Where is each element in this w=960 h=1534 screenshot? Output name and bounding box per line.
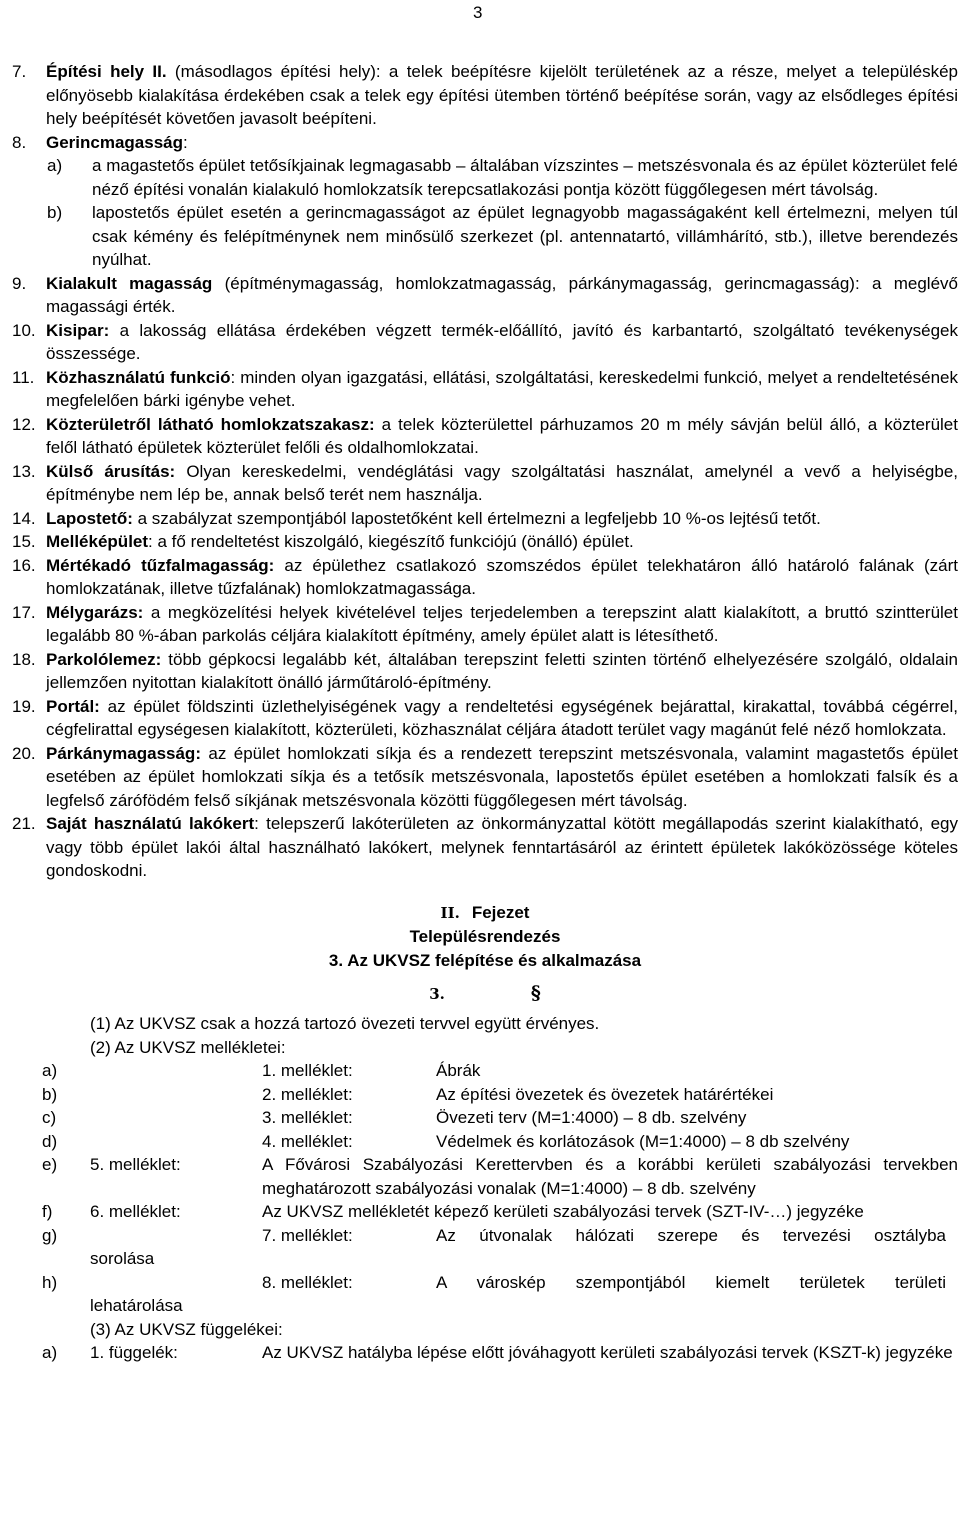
definition-text: : bbox=[183, 132, 188, 152]
annex-title: Az építési övezetek és övezetek határértékei bbox=[436, 1084, 774, 1104]
annex-title: Védelmek és korlátozások (M=1:4000) – 8 db szelvény bbox=[436, 1131, 850, 1151]
sub-letter: a) bbox=[47, 156, 63, 175]
definition-text: : telepszerű lakóterületen az önkormányzattal kötött megállapodás szerint kialakítható, egy vagy több épület lakói által használható lakókert, melynek fenntartásáról az érintett épületek lakóközössége köteles gondoskodni. bbox=[46, 814, 959, 880]
appendix-letter: a) bbox=[42, 1343, 58, 1362]
item-number: 11. bbox=[12, 367, 35, 387]
section-number: 3. bbox=[429, 985, 445, 1003]
definition-text: az épülethez csatlakozó szomszédos épület telekhatáron álló határoló falának (zárt homlokzatának, illetve tűzfalának) homlokzatmagassága. bbox=[46, 555, 959, 598]
definition-item bbox=[12, 742, 958, 813]
annex-letter: f) bbox=[42, 1202, 53, 1221]
definition-text: a telek közterülettel párhuzamos 20 m mély sávján belül álló, a közterület felől látható épületek közterület felőli és oldalhomlokzatai. bbox=[46, 414, 958, 457]
definition-item bbox=[12, 366, 958, 413]
annex-title: Az útvonalak hálózati szerepe és tervezési osztályba bbox=[436, 1225, 946, 1245]
item-number: 13. bbox=[12, 461, 36, 481]
annex-row bbox=[12, 1153, 958, 1200]
sub-text: lapostetős épület esetén a gerincmagasságot az épület legnagyobb magasságaként kell értelmezni, melyen túl csak kémény és felépítménynek nem minősülő szerkezet (pl. antennatartó, villámhárító, stb.), illetve berendezés nyúlhat. bbox=[92, 203, 958, 269]
definition-item bbox=[12, 60, 958, 131]
annex-number: 6. melléklet: bbox=[90, 1202, 181, 1221]
sub-text: a magastetős épület tetősíkjainak legmagasabb – általában vízszintes – metszésvonala és az épület közterület felé néző építési vonalán kialakuló homlokzatsík terepcsatlakozási pontja között függőlegesen mért távolság. bbox=[92, 156, 958, 199]
definition-text: a lakosság ellátása érdekében végzett termék-előállító, javító és karbantartó, szolgáltató tevékenységek összessége. bbox=[46, 320, 958, 363]
chapter-subtitle: 3. Az UKVSZ felépítése és alkalmazása bbox=[328, 950, 642, 970]
appendix-row bbox=[12, 1341, 958, 1365]
definition-item bbox=[12, 695, 958, 742]
annex-row bbox=[12, 1224, 958, 1248]
item-number: 8. bbox=[12, 132, 27, 152]
definition-text: az épület homlokzati síkja és a rendezett terepszint metszésvonala, valamint magastetős épület esetében az épület homlokzati síkja és a tetősík metszésvonala, lapostetős épület esetében a homlokzati falsík és a legfelső zárófödém felső síkjának metszésvonala közötti függőlegesen mért távolság. bbox=[46, 743, 958, 810]
term: Gerincmagasság bbox=[46, 132, 184, 152]
annex-title: A Fővárosi Szabályozási Kerettervben és a korábbi kerületi szabályozási tervekben meghatározott szabályozási vonalak (M=1:4000) – 8 db. szelvény bbox=[262, 1155, 958, 1198]
definition-text: : a fő rendeltetést kiszolgáló, kiegészítő funkciójú (önálló) épület. bbox=[148, 532, 634, 551]
term: Portál: bbox=[46, 696, 100, 716]
annex-letter: h) bbox=[42, 1272, 58, 1292]
annex-number: 2. melléklet: bbox=[262, 1084, 353, 1104]
paragraph: (2) Az UKVSZ mellékletei: bbox=[90, 1037, 286, 1057]
chapter-label: Fejezet bbox=[471, 902, 530, 922]
annex-number: 8. melléklet: bbox=[262, 1272, 353, 1292]
section-heading bbox=[12, 982, 958, 1004]
term: Építési hely II. bbox=[46, 62, 167, 81]
definition-text: : minden olyan igazgatási, ellátási, szolgáltatási, kereskedelmi funkció, melyet a rendeltetésének megfelelően bárki igénybe vehet. bbox=[46, 367, 958, 410]
definition-text: több gépkocsi legalább két, általában terepszint feletti szinten történő elhelyezésére szolgáló, oldalain jellemzően nyitottan kialakított önálló járműtároló-építmény. bbox=[46, 649, 958, 692]
term: Kisipar: bbox=[46, 320, 110, 340]
definition-item bbox=[12, 413, 958, 460]
term: Közterületről látható homlokzatszakasz: bbox=[46, 414, 375, 434]
definition-item bbox=[12, 460, 958, 507]
definition-item bbox=[12, 554, 958, 601]
definition-text: a szabályzat szempontjából lapostetőként kell értelmezni a legfeljebb 10 %-os lejtésű tetőt. bbox=[132, 508, 821, 528]
annex-row bbox=[12, 1059, 958, 1083]
definition-item bbox=[12, 648, 958, 695]
annex-letter: b) bbox=[42, 1084, 58, 1104]
annex-letter: g) bbox=[42, 1225, 58, 1245]
annex-letter: d) bbox=[42, 1131, 58, 1151]
term: Párkánymagasság: bbox=[46, 743, 201, 763]
definition-text: a megközelítési helyek kivételével teljes terjedelemben a terepszint alatt kialakított, a bruttó szintterület legalább 80 %-ában parkolás céljára kialakított építmény, amely épület alatt is létesíthető. bbox=[46, 602, 958, 645]
annex-letter: c) bbox=[42, 1108, 57, 1127]
item-number: 20. bbox=[12, 743, 36, 763]
definition-item bbox=[12, 507, 958, 531]
annex-row bbox=[12, 1106, 958, 1130]
item-number: 14. bbox=[12, 508, 36, 528]
appendix-title: Az UKVSZ hatályba lépése előtt jóváhagyott kerületi szabályozási tervek (KSZT-k) jegyzéke bbox=[262, 1343, 953, 1362]
annex-title-continuation: lehatárolása bbox=[90, 1296, 183, 1315]
definition-item bbox=[12, 131, 958, 155]
item-number: 10. bbox=[12, 320, 36, 340]
annex-number: 1. melléklet: bbox=[262, 1061, 353, 1080]
item-number: 7. bbox=[12, 62, 27, 81]
annex-row bbox=[12, 1271, 958, 1295]
annex-title: A városkép szempontjából kiemelt területek területi bbox=[436, 1272, 946, 1292]
term: Parkolólemez: bbox=[46, 649, 162, 669]
term: Saját használatú lakókert bbox=[46, 814, 255, 833]
term: Közhasználatú funkció bbox=[46, 367, 231, 387]
definition-item bbox=[12, 530, 958, 554]
appendix-number: 1. függelék: bbox=[90, 1343, 178, 1362]
annex-row bbox=[12, 1083, 958, 1107]
annex-number: 5. melléklet: bbox=[90, 1155, 181, 1174]
annex-title: Ábrák bbox=[436, 1061, 481, 1080]
term: Mértékadó tűzfalmagasság: bbox=[46, 555, 275, 575]
item-number: 9. bbox=[12, 273, 27, 293]
definition-text: az épület földszinti üzlethelyiségének vagy a rendeltetési egységének bejárattal, kirakattal, továbbá cégérrel, cégfelirattal egységesen kialakított, közterületi, közhasználat céljára átadott terület vagy magánút felé néző homlokzata. bbox=[46, 696, 958, 739]
definition-item bbox=[12, 812, 958, 883]
definition-item bbox=[12, 319, 958, 366]
annex-number: 3. melléklet: bbox=[262, 1108, 353, 1127]
sub-item bbox=[12, 201, 958, 272]
item-number: 16. bbox=[12, 555, 36, 575]
document-body bbox=[12, 60, 958, 1365]
definition-text: (másodlagos építési hely): a telek beépítésre kijelölt területének az a része, melyet a településkép előnyösebb kialakítása érdekében csak a telek egy építési ütemben történő beépítése során, vagy az elsődleges építési hely beépítését követően javasolt beépíteni. bbox=[46, 62, 958, 128]
chapter-roman: II. bbox=[440, 903, 460, 922]
annex-letter: a) bbox=[42, 1061, 58, 1080]
annex-number: 4. melléklet: bbox=[262, 1131, 353, 1151]
paragraph: (3) Az UKVSZ függelékei: bbox=[90, 1319, 283, 1339]
page-number: 3 bbox=[473, 3, 483, 22]
chapter-title: Településrendezés bbox=[409, 927, 561, 946]
section-symbol: § bbox=[530, 982, 541, 1004]
definition-item bbox=[12, 272, 958, 319]
term: Kialakult magasság bbox=[46, 273, 213, 293]
item-number: 19. bbox=[12, 696, 36, 716]
annex-number: 7. melléklet: bbox=[262, 1225, 353, 1245]
item-number: 12. bbox=[12, 414, 36, 434]
term: Külső árusítás: bbox=[46, 461, 176, 481]
annex-title: Övezeti terv (M=1:4000) – 8 db. szelvény bbox=[436, 1108, 747, 1127]
chapter-heading bbox=[12, 901, 958, 926]
definition-item bbox=[12, 601, 958, 648]
item-number: 15. bbox=[12, 532, 36, 551]
annex-row bbox=[12, 1200, 958, 1224]
definition-text: Olyan kereskedelmi, vendéglátási vagy szolgáltatási használat, amelynél a vevő a helyiségbe, építménybe nem lép be, annak belső terét nem használja. bbox=[46, 461, 958, 504]
annex-row bbox=[12, 1130, 958, 1154]
term: Mélygarázs: bbox=[46, 602, 144, 622]
term: Melléképület bbox=[46, 532, 149, 551]
annex-title: Az UKVSZ mellékletét képező kerületi szabályozási tervek (SZT-IV-…) jegyzéke bbox=[262, 1202, 864, 1221]
sub-letter: b) bbox=[47, 203, 63, 222]
item-number: 21. bbox=[12, 814, 36, 833]
item-number: 17. bbox=[12, 602, 36, 622]
term: Lapostető: bbox=[46, 508, 133, 528]
paragraph: (1) Az UKVSZ csak a hozzá tartozó övezeti tervvel együtt érvényes. bbox=[90, 1014, 600, 1033]
annex-title-continuation: sorolása bbox=[90, 1249, 155, 1268]
definition-text: (építménymagasság, homlokzatmagasság, párkánymagasság, gerincmagasság): a meglévő magassági érték. bbox=[46, 273, 958, 316]
item-number: 18. bbox=[12, 649, 36, 669]
annex-letter: e) bbox=[42, 1155, 58, 1174]
sub-item bbox=[12, 154, 958, 201]
